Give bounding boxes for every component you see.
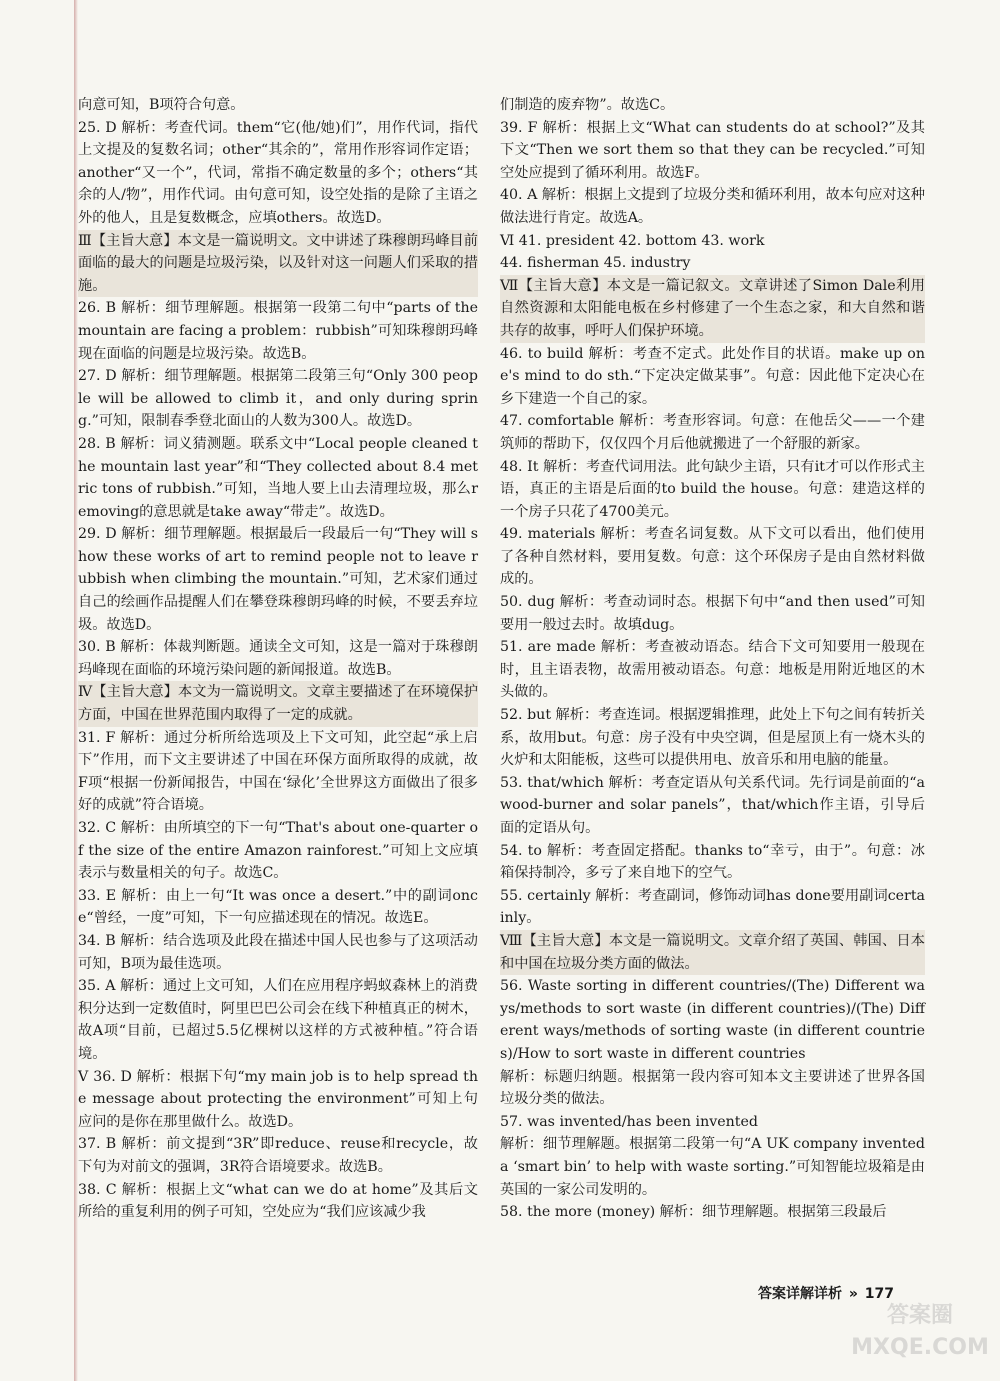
left-para-7: 30. B 解析：体裁判断题。通读全文可知，这是一篇对于珠穆朗玛峰现在面临的环境污染问题的新闻报道。故选B。 (78, 639, 478, 678)
page-number: 177 (864, 1286, 895, 1302)
left-column (78, 94, 478, 1224)
left-para-11: 33. E 解析：由上一句“It was once a desert.”中的副词once“曾经，一度”可知，下一句应描述现在的情况。故选E。 (78, 887, 478, 927)
right-para-6: 46. to build 解析：考查不定式。此处作目的状语。make up one's mind to do sth.“下定决定做某事”。句意：因此他下定决心在乡下建造一个自己的家。 (500, 345, 925, 407)
right-para-3: Ⅵ 41. president 42. bottom 43. work (500, 232, 765, 249)
right-para-19: 57. was invented/has been invented (500, 1113, 758, 1130)
footer-label: 答案详解详析 (758, 1286, 842, 1302)
right-para-16: Ⅷ【主旨大意】本文是一篇说明文。文章介绍了英国、韩国、日本和中国在垃圾分类方面的做法。 (500, 930, 925, 975)
left-para-10: 32. C 解析：由所填空的下一句“That's about one-quarter of the size of the entire Amazon rainforest.”可知上文应填表示与数量相关的句子。故选C。 (78, 820, 478, 882)
left-para-1: 25. D 解析：考查代词。them“它(他/她)们”，用作代词，指代上文提及的复数名词；other“其余的”，常用作形容词作定语；another“又一个”，代词，常指不确定数量的多个；others“其余的人/物”，用作代词。由句意可知，设空处指的是除了主语之外的他人，且是复数概念，应填others。故选D。 (78, 119, 478, 226)
right-para-2: 40. A 解析：根据上文提到了垃圾分类和循环利用，故本句应对这种做法进行肯定。故选A。 (500, 187, 925, 226)
left-para-13: 35. A 解析：通过上文可知，人们在应用程序蚂蚁森林上的消费积分达到一定数值时，阿里巴巴公司会在线下种植真正的树木，故A项“目前，已超过5.5亿棵树以这样的方式被种植。”符合语境。 (78, 978, 478, 1062)
right-para-12: 52. but 解析：考查连词。根据逻辑推理，此处上下句之间有转折关系，故用but。句意：房子没有中央空调，但是屋顶上有一烧木头的火炉和太阳能板，这些可以提供用电、放音乐和用电脑的能量。 (500, 707, 925, 769)
right-column (500, 94, 925, 1224)
right-para-21: 58. the more (money) 解析：细节理解题。根据第三段最后 (500, 1204, 887, 1221)
watermark: 答案圈 MXQE.COM (851, 1303, 989, 1360)
left-para-8: Ⅳ【主旨大意】本文为一篇说明文。文章主要描述了在环境保护方面，中国在世界范围内取得了一定的成就。 (78, 681, 478, 726)
left-para-5: 28. B 解析：词义猜测题。联系文中“Local people cleaned the mountain last year”和“They collected about 8.4 metric tons of rubbish.”可知，当地人要上山去清理垃圾，那么removing的意思就是take away“带走”。故选D。 (78, 435, 478, 520)
left-para-0: 向意可知，B项符合句意。 (78, 97, 245, 113)
left-para-2: Ⅲ【主旨大意】本文是一篇说明文。文中讲述了珠穆朗玛峰目前面临的最大的问题是垃圾污染，以及针对这一问题人们采取的措施。 (78, 230, 478, 298)
left-para-9: 31. F 解析：通过分析所给选项及上下文可知，此空起“承上启下”作用，而下文主要讲述了中国在环保方面所取得的成就，故F项“根据一份新闻报告，中国在‘绿化’全世界这方面做出了很多好的成就”符合语境。 (78, 729, 478, 814)
right-para-13: 53. that/which 解析：考查定语从句关系代词。先行词是前面的“a wood-burner and solar panels”，that/which作主语，引导后面的定语从句。 (500, 774, 925, 836)
right-para-4: 44. fisherman 45. industry (500, 255, 691, 272)
right-para-14: 54. to 解析：考查固定搭配。thanks to“幸亏，由于”。句意：冰箱保持制冷，多亏了来自地下的空气。 (500, 842, 925, 882)
right-para-15: 55. certainly 解析：考查副词，修饰动词has done要用副词certainly。 (500, 887, 925, 927)
right-para-9: 49. materials 解析：考查名词复数。从下文可以看出，他们使用了各种自然材料，要用复数。句意：这个环保房子是由自然材料做成的。 (500, 526, 925, 588)
right-para-11: 51. are made 解析：考查被动语态。结合下文可知要用一般现在时，且主语表物，故需用被动语态。句意：地板是用附近地区的木头做的。 (500, 639, 925, 701)
chevron-right-icon: » (848, 1286, 858, 1302)
left-para-14: Ⅴ 36. D 解析：根据下句“my main job is to help spread the message about protecting the environment”可知上句应问的是你在那里做什么。故选D。 (78, 1068, 478, 1130)
right-para-18: 解析：标题归纳题。根据第一段内容可知本文主要讲述了世界各国垃圾分类的做法。 (500, 1068, 925, 1108)
left-para-3: 26. B 解析：细节理解题。根据第一段第二句中“parts of the mountain are facing a problem：rubbish”可知珠穆朗玛峰现在面临的问题是垃圾污染。故选B。 (78, 300, 478, 362)
right-para-7: 47. comfortable 解析：考查形容词。句意：在他岳父——一个建筑师的帮助下，仅仅四个月后他就搬进了一个舒服的新家。 (500, 413, 925, 452)
right-para-5: Ⅶ【主旨大意】本文是一篇记叙文。文章讲述了Simon Dale利用自然资源和太阳能电板在乡村修建了一个生态之家，和大自然和谐共存的故事，呼吁人们保护环境。 (500, 275, 925, 343)
right-para-20: 解析：细节理解题。根据第二段第一句“A UK company invented a ‘smart bin’ to help with waste sorting.”可知智能垃圾箱是由英国的一家公司发明的。 (500, 1136, 925, 1198)
left-para-12: 34. B 解析：结合选项及此段在描述中国人民也参与了这项活动可知，B项为最佳选项。 (78, 932, 478, 972)
right-para-17: 56. Waste sorting in different countries/(The) Different ways/methods to sort waste (in different countries)/(The) Different ways/methods of sorting waste (in different countries)/How to sort waste in different countries (500, 978, 925, 1062)
left-para-6: 29. D 解析：细节理解题。根据最后一段最后一句“They will show these works of art to remind people not to leave rubbish when climbing the mountain.”可知，艺术家们通过自己的绘画作品提醒人们在攀登珠穆朗玛峰的时候，不要丢弃垃圾。故选D。 (78, 526, 478, 633)
left-para-16: 38. C 解析：根据上文“what can we do at home”及其后文所给的重复利用的例子可知，空处应为“我们应该减少我 (78, 1181, 478, 1221)
left-para-15: 37. B 解析：前文提到“3R”即reduce、reuse和recycle，故下句为对前文的强调，3R符合语境要求。故选B。 (78, 1136, 478, 1175)
left-para-4: 27. D 解析：细节理解题。根据第二段第三句“Only 300 people will be allowed to climb it，and only during spring.”可知，限制春季登北面山的人数为300人。故选D。 (78, 368, 478, 430)
right-para-1: 39. F 解析：根据上文“What can students do at school?”及其下文“Then we sort them so that they can be recycled.”可知空处应提到了循环利用。故选F。 (500, 119, 925, 181)
right-para-10: 50. dug 解析：考查动词时态。根据下句中“and then used”可知要用一般过去时。故填dug。 (500, 594, 925, 633)
right-para-0: 们制造的废弃物”。故选C。 (500, 97, 675, 113)
right-para-8: 48. It 解析：考查代词用法。此句缺少主语，只有it才可以作形式主语，真正的主语是后面的to build the house。句意：建造这样的一个房子只花了4700美元。 (500, 458, 925, 520)
